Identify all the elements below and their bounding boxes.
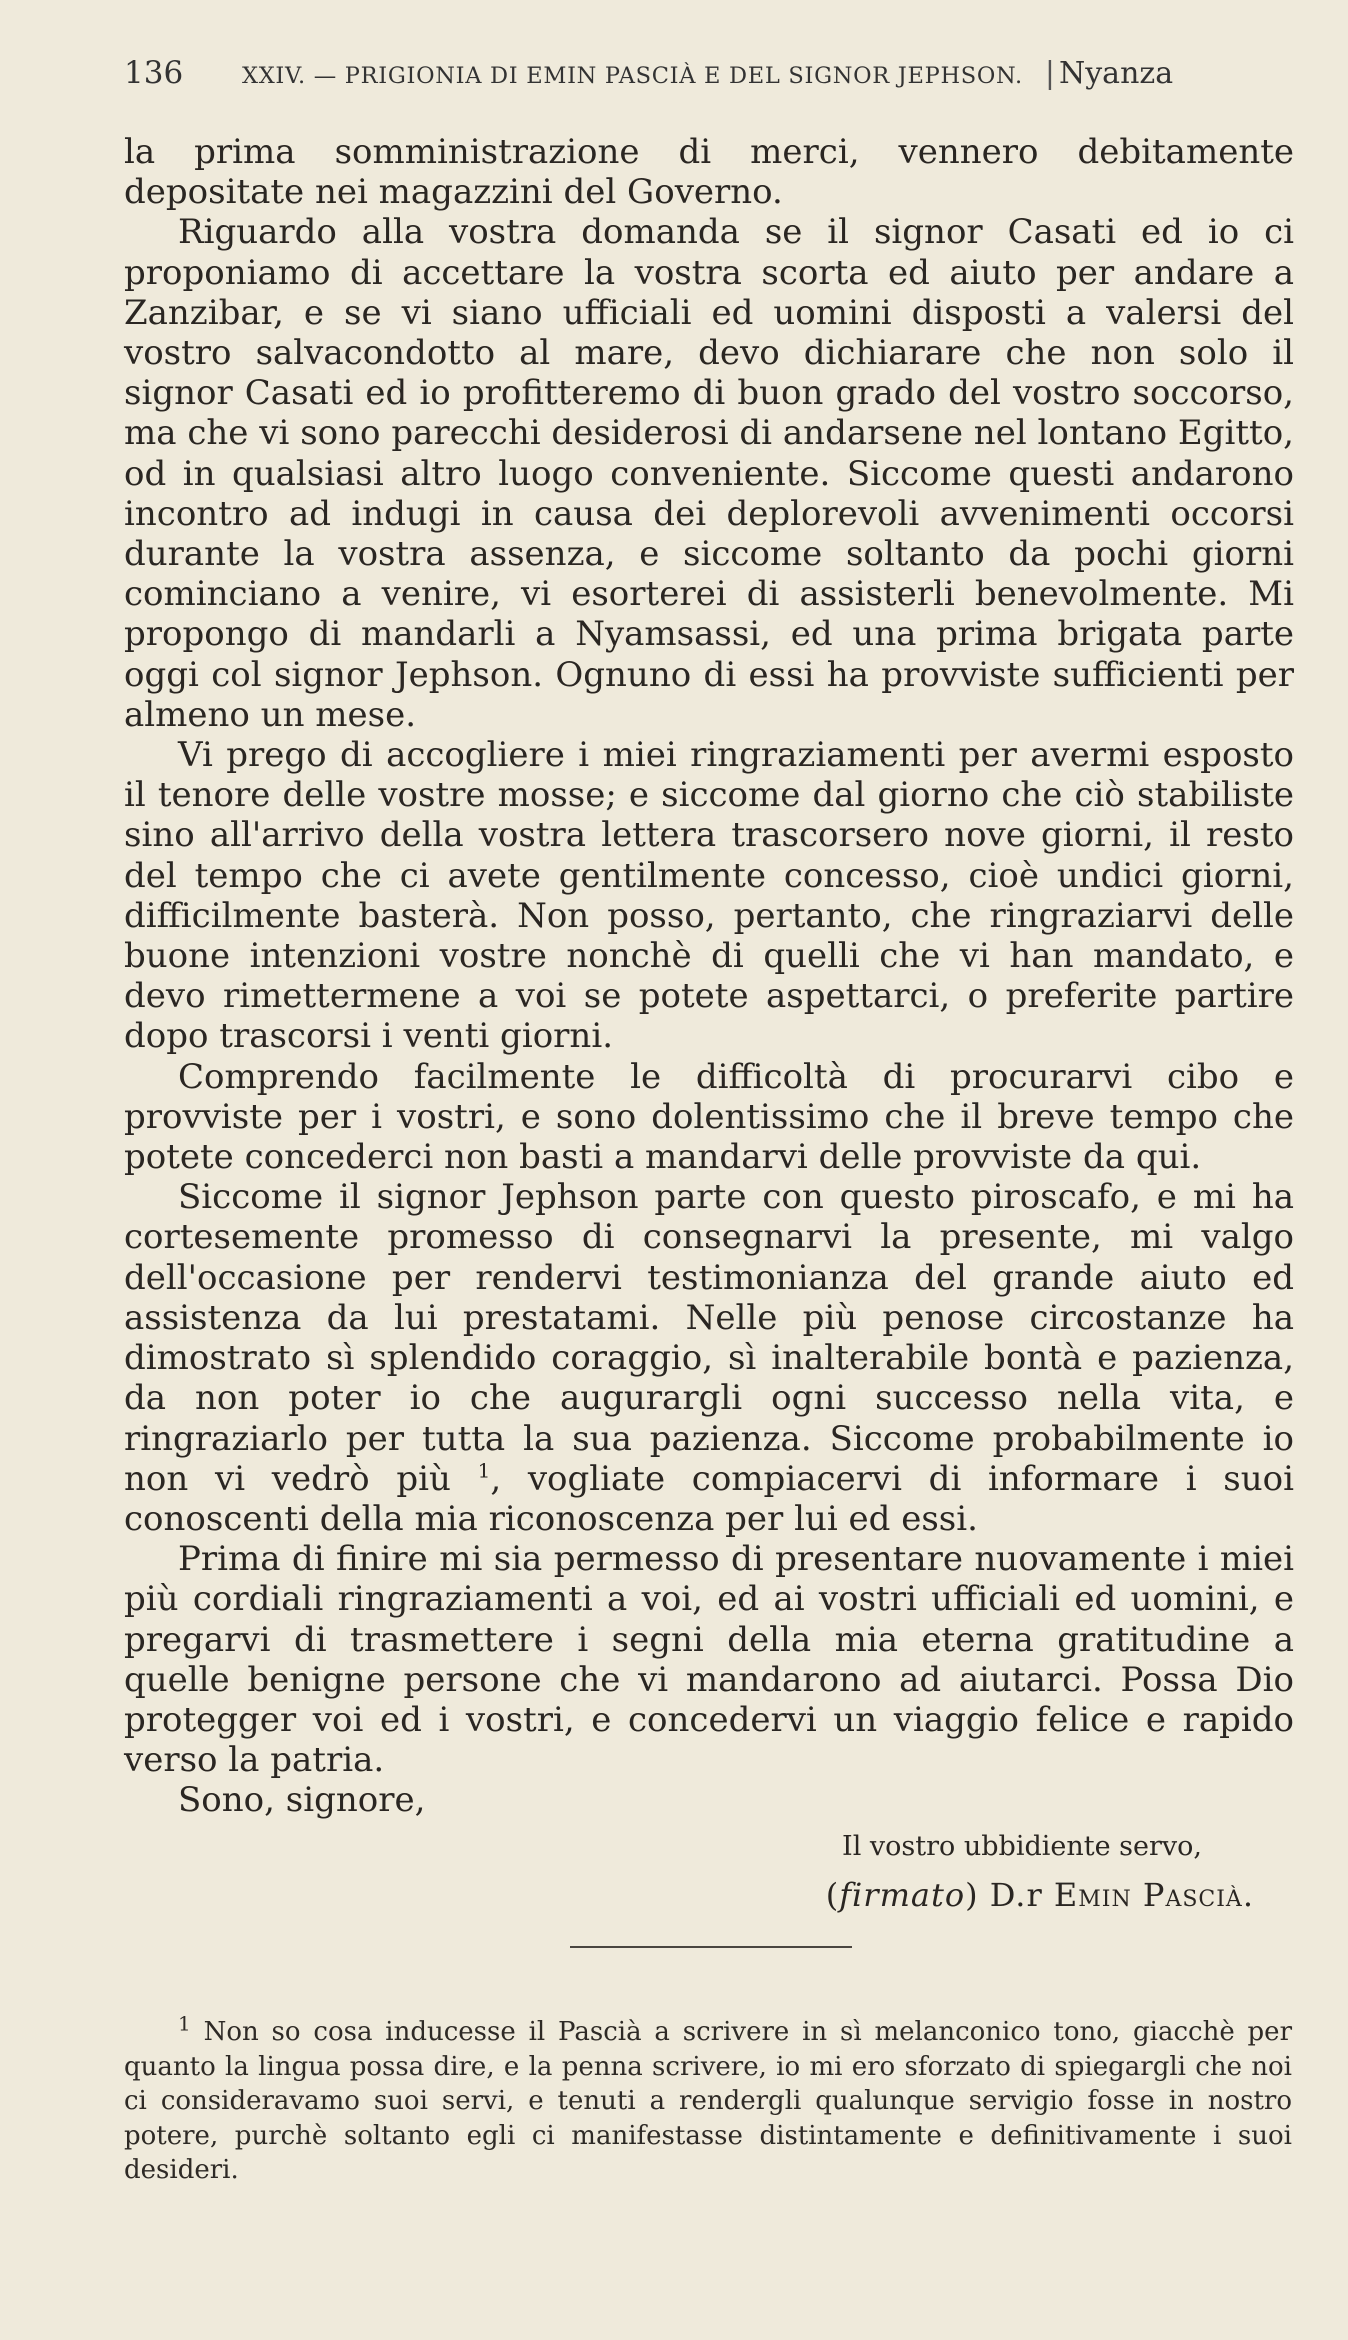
paragraph-5	[124, 1177, 1294, 1539]
signature-name: Emin Pascià.	[1053, 1875, 1254, 1914]
footnote	[124, 2011, 1293, 2188]
paragraph-5-tail: , vogliate compiacervi di informare i suoi conoscenti della mia riconoscenza per lui ed essi.	[124, 1458, 1294, 1539]
header-separator: |	[1044, 56, 1055, 91]
footnote-reference[interactable]: 1	[477, 1458, 491, 1483]
salutation: Sono, signore,	[178, 1780, 426, 1821]
footnote-divider	[570, 1946, 852, 1948]
running-header	[124, 55, 1294, 105]
page-content	[124, 55, 1294, 1917]
signature	[124, 1873, 1294, 1917]
paragraph-3: Vi prego di accogliere i miei ringraziamenti per avermi esposto il tenore delle vostre mosse; e siccome dal giorno che ciò stabiliste sino all'arrivo della vostra lettera trascorsero nove giorni, il resto del tempo che ci avete gentilmente concesso, cioè undici giorni, difficilmente basterà. Non posso, pertanto, che ringraziarvi delle buone intenzioni vostre nonchè di quelli che vi han mandato, e devo rimettermene a voi se potete aspettarci, o preferite partire dopo trascorsi i venti giorni.	[124, 735, 1294, 1057]
letter-body	[124, 132, 1294, 1780]
paragraph-6: Prima di finire mi sia permesso di presentare nuovamente i miei più cordiali ringraziamenti a voi, ed ai vostri ufficiali ed uomini, e pregarvi di trasmettere i segni della mia eterna gratitudine a quelle benigne persone che vi mandarono ad aiutarci. Possa Dio protegger voi ed i vostri, e concedervi un viaggio felice e rapido verso la patria.	[124, 1539, 1294, 1781]
signature-open-paren: (	[825, 1875, 840, 1914]
paragraph-2: Riguardo alla vostra domanda se il signor Casati ed io ci proponiamo di accettare la vostra scorta ed aiuto per andare a Zanzibar, e se vi siano ufficiali ed uomini disposti a valersi del vostro salvacondotto al mare, devo dichiarare che non solo il signor Casati ed io profitteremo di buon grado del vostro soccorso, ma che vi sono parecchi desiderosi di andarsene nel lontano Egitto, od in qualsiasi altro luogo conveniente. Siccome questi andarono incontro ad indugi in causa dei deplorevoli avvenimenti occorsi durante la vostra assenza, e siccome soltanto da pochi giorni cominciano a venire, vi esorterei di assisterli benevolmente. Mi propongo di mandarli a Nyamsassi, ed una prima brigata parte oggi col signor Jephson. Ognuno di essi ha provviste sufficienti per almeno un mese.	[124, 212, 1294, 735]
page-number: 136	[124, 55, 184, 91]
paragraph-5-text: Siccome il signor Jephson parte con questo piroscafo, e mi ha cortesemente promesso di consegnarvi la presente, mi valgo dell'occasione per rendervi testimonianza del grande aiuto ed assistenza da lui prestatami. Nelle più penose circostanze ha dimostrato sì splendido coraggio, sì inalterabile bontà e pazienza, da non poter io che augurargli ogni successo nella vita, e ringraziarlo per tutta la sua pazienza. Siccome probabilmente io non vi vedrò più	[124, 1177, 1294, 1499]
footnote-marker: 1	[178, 2011, 191, 2036]
footnote-text: Non so cosa inducesse il Pascià a scrivere in sì melanconico tono, giacchè per quanto la lingua possa dire, e la penna scrivere, io mi ero sforzato di spiegargli che noi ci consideravamo suoi servi, e tenuti a rendergli qualunque servigio fosse in nostro potere, purchè soltanto egli ci manifestasse distintamente e definitivamente i suoi desideri.	[124, 2017, 1293, 2185]
signature-close-paren: )	[965, 1875, 979, 1914]
paragraph-4: Comprendo facilmente le difficoltà di procurarvi cibo e provviste per i vostri, e sono dolentissimo che il breve tempo che potete concederci non basti a mandarvi delle provviste da qui.	[124, 1056, 1294, 1178]
paragraph-1: la prima somministrazione di merci, vennero debitamente depositate nei magazzini del Governo.	[124, 132, 1294, 213]
running-place: Nyanza	[1058, 56, 1174, 91]
signature-note: firmato	[839, 1875, 966, 1914]
running-title: XXIV. — PRIGIONIA DI EMIN PASCIÀ E DEL SIGNOR JEPHSON.	[242, 63, 1023, 89]
signature-title: D.r	[989, 1875, 1043, 1914]
servant-line: Il vostro ubbidiente servo,	[842, 1830, 1202, 1862]
footnote-paragraph	[124, 2011, 1293, 2188]
letter-closing	[124, 1780, 1294, 1916]
